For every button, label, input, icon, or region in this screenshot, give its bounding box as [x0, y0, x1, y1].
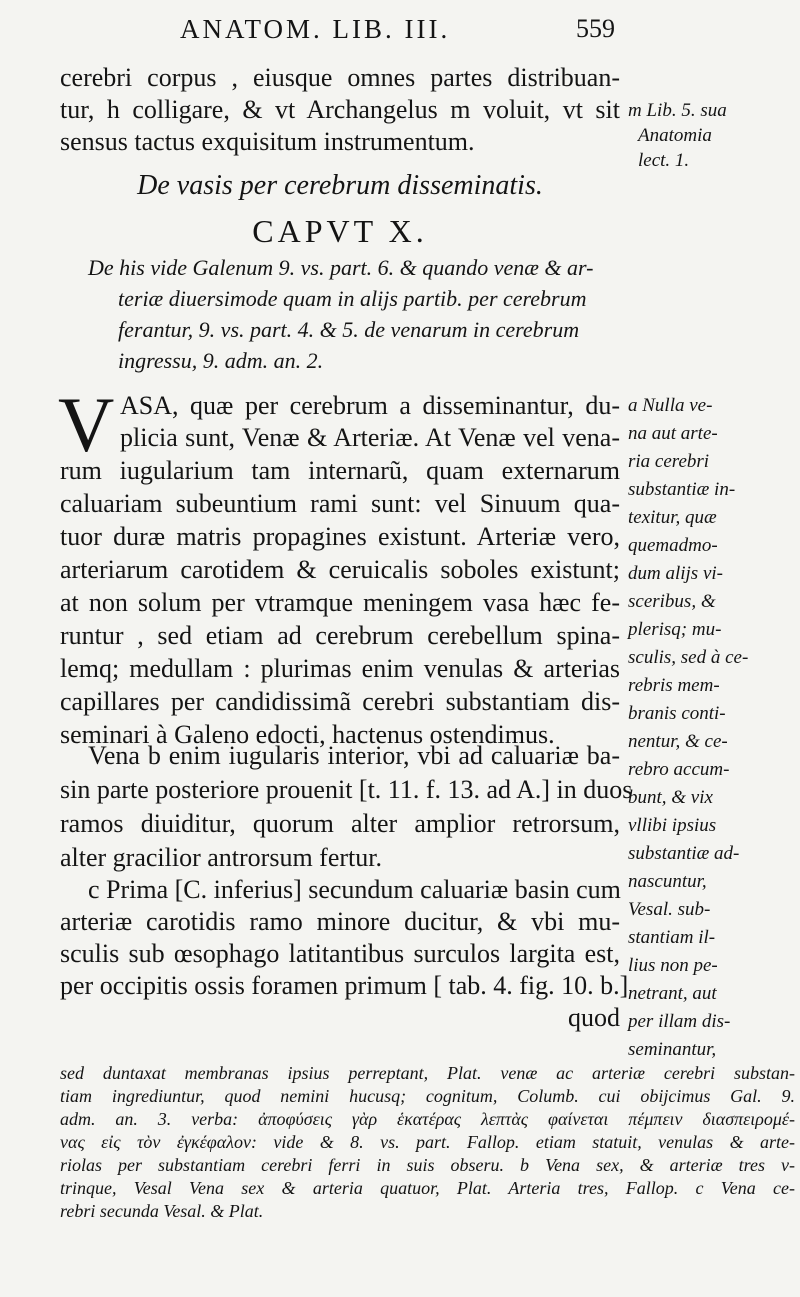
margin-note-a: branis conti-	[628, 703, 726, 724]
margin-note-m: m Lib. 5. sua	[628, 100, 727, 121]
margin-note-a: rebris mem-	[628, 675, 720, 696]
margin-note-a: nentur, & ce-	[628, 731, 728, 752]
text-line: arteriarum carotidem & ceruicalis soboles existunt;	[60, 555, 620, 584]
margin-note-a: sculis, sed à ce-	[628, 647, 749, 668]
margin-note-a: texitur, quæ	[628, 507, 717, 528]
margin-note-m: lect. 1.	[638, 150, 690, 171]
text-line: seminari à Galeno edocti, hactenus ostendimus.	[60, 720, 555, 749]
text-line: sculis sub œsophago latitantibus surculos largita est,	[60, 939, 620, 968]
margin-note-a: stantiam il-	[628, 927, 716, 948]
running-header	[180, 14, 620, 45]
footnote-line: adm. an. 3. verba: ἀποφύσεις γὰρ ἑκατέρας λεπτὰς φαίνεται πέμπειν διασπειρομέ-	[60, 1109, 795, 1129]
summary-line: ingressu, 9. adm. an. 2.	[118, 348, 324, 373]
chapter-title: CAPVT X.	[252, 213, 428, 249]
text-line: caluariam subeuntium rami sunt: vel Sinuum qua-	[60, 489, 620, 518]
footnote-line: νας εἰς τὸν ἐγκέφαλον: vide & 8. vs. part. Fallop. etiam statuit, venulas & arte-	[60, 1132, 795, 1152]
margin-note-a: rebro accum-	[628, 759, 730, 780]
text-line: lemq; medullam : plurimas enim venulas & arterias	[60, 654, 620, 683]
margin-note-a: Vesal. sub-	[628, 899, 711, 920]
text-line: cerebri corpus , eiusque omnes partes distribuan-	[60, 63, 620, 92]
margin-note-m: Anatomia	[638, 125, 712, 146]
text-line: sensus tactus exquisitum instrumentum.	[60, 127, 475, 156]
text-line: c Prima [C. inferius] secundum caluariæ basin cum	[88, 875, 621, 904]
summary-line: teriæ diuersimode quam in alijs partib. per cerebrum	[118, 286, 587, 311]
footnote-line: tiam ingrediuntur, quod nemini hucusq; cognitum, Columb. cui obijcimus Gal. 9.	[60, 1086, 795, 1106]
text-line: arteriæ carotidis ramo minore ducitur, & vbi mu-	[60, 907, 620, 936]
margin-note-a: ria cerebri	[628, 451, 710, 472]
text-line: ramos diuiditur, quorum alter amplior retrorsum,	[60, 809, 620, 838]
margin-note-a: per illam dis-	[628, 1011, 731, 1032]
margin-note-a: quemadmo-	[628, 535, 718, 556]
margin-note-a: sceribus, &	[628, 591, 716, 612]
margin-note-a: substantiæ ad-	[628, 843, 740, 864]
footnote-line: sed duntaxat membranas ipsius perreptant, Plat. venæ ac arteriæ cerebri substan-	[60, 1063, 795, 1083]
text-line: per occipitis ossis foramen primum [ tab. 4. fig. 10. b.]	[60, 971, 629, 1000]
section-title: De vasis per cerebrum disseminatis.	[137, 170, 543, 201]
drop-cap: V	[58, 381, 115, 468]
text-line: alter gracilior antrorsum fertur.	[60, 843, 382, 872]
margin-note-a: netrant, aut	[628, 983, 717, 1004]
margin-note-a: vllibi ipsius	[628, 815, 717, 836]
text-line: sin parte posteriore prouenit [t. 11. f. 13. ad A.] in duos	[60, 775, 633, 804]
catchword: quod	[568, 1003, 620, 1032]
margin-note-a: na aut arte-	[628, 423, 718, 444]
margin-note-a: dum alijs vi-	[628, 563, 723, 584]
footnote-line: rebri secunda Vesal. & Plat.	[60, 1201, 264, 1221]
margin-note-a: lius non pe-	[628, 955, 718, 976]
text-line: at non solum per vtramque meningem vasa hæc fe-	[60, 588, 620, 617]
text-line: Vena b enim iugularis interior, vbi ad caluariæ ba-	[88, 741, 620, 770]
text-line: runtur , sed etiam ad cerebrum cerebellum spina-	[60, 621, 620, 650]
text-line: tuor duræ matris propagines existunt. Arteriæ vero,	[60, 522, 620, 551]
margin-note-a: nascuntur,	[628, 871, 707, 892]
running-title: ANATOM. LIB. III.	[180, 14, 451, 44]
margin-note-a: a Nulla ve-	[628, 395, 713, 416]
summary-line: De his vide Galenum 9. vs. part. 6. & quando venæ & ar-	[88, 255, 594, 280]
footnote-line: riolas per substantiam cerebri ferri in suis obseru. b Vena sex, & arteriæ tres v-	[60, 1155, 795, 1175]
margin-note-a: bunt, & vix	[628, 787, 713, 808]
text-line: rum iugularium tam internarũ, quam externarum	[60, 456, 620, 485]
text-line: plicia sunt, Venæ & Arteriæ. At Venæ vel vena-	[120, 423, 620, 452]
margin-note-a: seminantur,	[628, 1039, 717, 1060]
footnote-line: trinque, Vesal Vena sex & arteria quatuor, Plat. Arteria tres, Fallop. c Vena ce-	[60, 1178, 795, 1198]
page-number: 559	[576, 14, 615, 43]
text-line: tur, h colligare, & vt Archangelus m voluit, vt sit	[60, 95, 620, 124]
text-line: capillares per candidissimã cerebri substantiam dis-	[60, 687, 620, 716]
text-line: ASA, quæ per cerebrum a disseminantur, du-	[120, 391, 620, 420]
summary-line: ferantur, 9. vs. part. 4. & 5. de venarum in cerebrum	[118, 317, 580, 342]
margin-note-a: substantiæ in-	[628, 479, 736, 500]
margin-note-a: plerisq; mu-	[628, 619, 722, 640]
